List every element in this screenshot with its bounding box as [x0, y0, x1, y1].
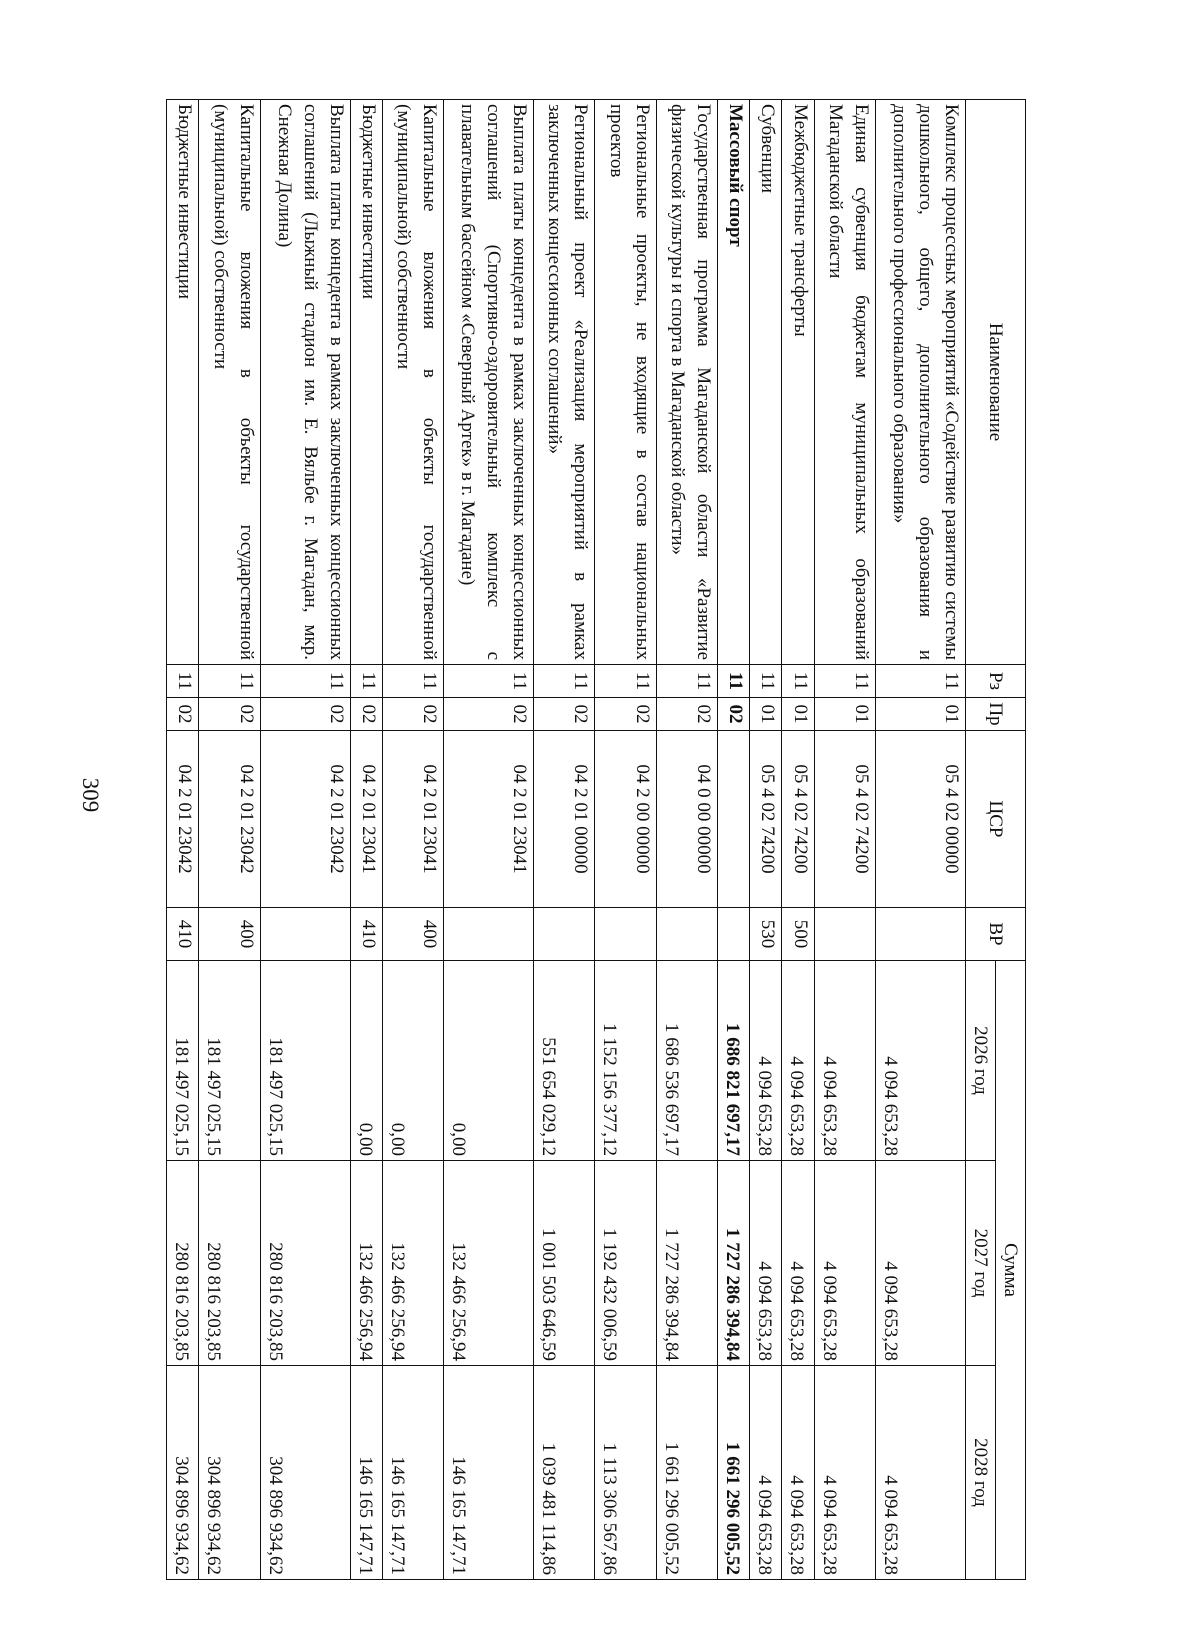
- cell-csr: 05 4 02 74200: [782, 731, 814, 908]
- cell-pr: 02: [199, 698, 260, 731]
- cell-2027: 280 816 203,85: [167, 1161, 199, 1366]
- table-row: [444, 100, 534, 1580]
- cell-rz: 11: [875, 665, 965, 698]
- cell-2027: 1 192 432 006,59: [595, 1161, 656, 1366]
- cell-name: Государственная программа Магаданской области «Развитие физической культуры и спорта в Магаданской области»: [656, 100, 717, 665]
- cell-vr: [534, 908, 595, 961]
- cell-rz: 11: [782, 665, 814, 698]
- cell-2028: 4 094 653,28: [750, 1366, 782, 1580]
- cell-vr: 500: [782, 908, 814, 961]
- cell-rz: 11: [199, 665, 260, 698]
- cell-pr: 02: [534, 698, 595, 731]
- cell-2027: 4 094 653,28: [750, 1161, 782, 1366]
- cell-2028: 4 094 653,28: [782, 1366, 814, 1580]
- cell-vr: [717, 908, 749, 961]
- col-header-pr: Пр: [966, 698, 1026, 731]
- cell-2028: 4 094 653,28: [875, 1366, 965, 1580]
- cell-rz: 11: [350, 665, 382, 698]
- rotated-page: [166, 99, 1026, 1579]
- cell-pr: 01: [750, 698, 782, 731]
- cell-2026: 4 094 653,28: [814, 961, 875, 1161]
- header-row-1: [996, 100, 1026, 1580]
- cell-rz: 11: [444, 665, 534, 698]
- cell-csr: 04 2 00 00000: [595, 731, 656, 908]
- cell-rz: 11: [382, 665, 443, 698]
- cell-pr: 01: [782, 698, 814, 731]
- cell-2027: 1 001 503 646,59: [534, 1161, 595, 1366]
- cell-pr: 02: [382, 698, 443, 731]
- cell-name: Капитальные вложения в объекты государственной (муниципальной) собственности: [199, 100, 260, 665]
- cell-vr: [260, 908, 350, 961]
- cell-vr: [814, 908, 875, 961]
- cell-vr: 410: [167, 908, 199, 961]
- col-header-2028: 2028 год: [966, 1366, 996, 1580]
- cell-2027: 132 466 256,94: [444, 1161, 534, 1366]
- cell-name: Бюджетные инвестиции: [350, 100, 382, 665]
- cell-csr: 05 4 02 74200: [814, 731, 875, 908]
- cell-2027: 4 094 653,28: [782, 1161, 814, 1366]
- cell-2026: 4 094 653,28: [750, 961, 782, 1161]
- cell-rz: 11: [534, 665, 595, 698]
- cell-2026: 4 094 653,28: [782, 961, 814, 1161]
- cell-2026: 1 686 821 697,17: [717, 961, 749, 1161]
- cell-2028: 1 113 306 567,86: [595, 1366, 656, 1580]
- cell-name: Межбюджетные трансферты: [782, 100, 814, 665]
- cell-csr: 04 2 01 23041: [350, 731, 382, 908]
- cell-2026: 181 497 025,15: [199, 961, 260, 1161]
- cell-pr: 02: [350, 698, 382, 731]
- table-row: [260, 100, 350, 1580]
- table-row: [814, 100, 875, 1580]
- cell-name: Бюджетные инвестиции: [167, 100, 199, 665]
- cell-2027: 280 816 203,85: [260, 1161, 350, 1366]
- cell-vr: [656, 908, 717, 961]
- cell-vr: 400: [382, 908, 443, 961]
- cell-vr: 410: [350, 908, 382, 961]
- cell-name: Региональный проект «Реализация мероприятий в рамках заключенных концессионных соглашений»: [534, 100, 595, 665]
- table-row: [595, 100, 656, 1580]
- cell-2028: 4 094 653,28: [814, 1366, 875, 1580]
- col-header-vr: ВР: [966, 908, 1026, 961]
- cell-rz: 11: [595, 665, 656, 698]
- cell-pr: 01: [875, 698, 965, 731]
- cell-name: Капитальные вложения в объекты государственной (муниципальной) собственности: [382, 100, 443, 665]
- cell-rz: 11: [167, 665, 199, 698]
- cell-rz: 11: [656, 665, 717, 698]
- cell-2028: 1 661 296 005,52: [717, 1366, 749, 1580]
- cell-csr: 04 2 01 00000: [534, 731, 595, 908]
- cell-vr: [444, 908, 534, 961]
- cell-csr: 05 4 02 00000: [875, 731, 965, 908]
- cell-csr: 04 2 01 23042: [199, 731, 260, 908]
- cell-rz: 11: [717, 665, 749, 698]
- cell-vr: 400: [199, 908, 260, 961]
- table-row: [382, 100, 443, 1580]
- cell-pr: 02: [167, 698, 199, 731]
- table-row: [750, 100, 782, 1580]
- cell-vr: [875, 908, 965, 961]
- cell-pr: 02: [656, 698, 717, 731]
- table-row: [782, 100, 814, 1580]
- cell-pr: 02: [595, 698, 656, 731]
- table-row: [350, 100, 382, 1580]
- cell-vr: [595, 908, 656, 961]
- table-row: [656, 100, 717, 1580]
- cell-csr: 04 0 00 00000: [656, 731, 717, 908]
- cell-2028: 1 039 481 114,86: [534, 1366, 595, 1580]
- cell-2027: 280 816 203,85: [199, 1161, 260, 1366]
- cell-2028: 304 896 934,62: [199, 1366, 260, 1580]
- cell-name: Массовый спорт: [717, 100, 749, 665]
- cell-2027: 132 466 256,94: [350, 1161, 382, 1366]
- cell-2028: 146 165 147,71: [444, 1366, 534, 1580]
- cell-pr: 02: [444, 698, 534, 731]
- table-row: [534, 100, 595, 1580]
- col-header-2027: 2027 год: [966, 1161, 996, 1366]
- cell-2026: 0,00: [444, 961, 534, 1161]
- cell-name: Региональные проекты, не входящие в состав национальных проектов: [595, 100, 656, 665]
- cell-name: Комплекс процессных мероприятий «Содействие развитию системы дошкольного, общего, дополнительного образования и дополнительного профессионального образования»: [875, 100, 965, 665]
- table-row: [199, 100, 260, 1580]
- cell-rz: 11: [750, 665, 782, 698]
- cell-csr: 05 4 02 74200: [750, 731, 782, 908]
- cell-rz: 11: [260, 665, 350, 698]
- col-header-sum: Сумма: [996, 961, 1026, 1580]
- table-row: [717, 100, 749, 1580]
- table-body: [167, 100, 966, 1580]
- cell-pr: 02: [260, 698, 350, 731]
- cell-2027: 132 466 256,94: [382, 1161, 443, 1366]
- cell-csr: 04 2 01 23042: [167, 731, 199, 908]
- table-row: [167, 100, 199, 1580]
- cell-name: Единая субвенция бюджетам муниципальных образований Магаданской области: [814, 100, 875, 665]
- cell-2026: 1 152 156 377,12: [595, 961, 656, 1161]
- budget-table: [166, 99, 1026, 1580]
- cell-2027: 1 727 286 394,84: [717, 1161, 749, 1366]
- cell-csr: 04 2 01 23042: [260, 731, 350, 908]
- col-header-csr: ЦСР: [966, 731, 1026, 908]
- cell-csr: [717, 731, 749, 908]
- cell-name: Выплата платы концедента в рамках заключенных концессионных соглашений (Лыжный стадион им. Е. Вяльбе г. Магадан, мкр. Снежная Долина): [260, 100, 350, 665]
- cell-2028: 304 896 934,62: [260, 1366, 350, 1580]
- cell-2026: 181 497 025,15: [167, 961, 199, 1161]
- cell-2027: 1 727 286 394,84: [656, 1161, 717, 1366]
- cell-name: Субвенции: [750, 100, 782, 665]
- cell-rz: 11: [814, 665, 875, 698]
- col-header-name: Наименование: [966, 100, 1026, 665]
- cell-2028: 146 165 147,71: [382, 1366, 443, 1580]
- cell-2026: 551 654 029,12: [534, 961, 595, 1161]
- col-header-2026: 2026 год: [966, 961, 996, 1161]
- cell-csr: 04 2 01 23041: [444, 731, 534, 908]
- col-header-rz: Рз: [966, 665, 1026, 698]
- cell-vr: 530: [750, 908, 782, 961]
- cell-2028: 1 661 296 005,52: [656, 1366, 717, 1580]
- cell-2026: 4 094 653,28: [875, 961, 965, 1161]
- cell-2026: 1 686 536 697,17: [656, 961, 717, 1161]
- cell-csr: 04 2 01 23041: [382, 731, 443, 908]
- cell-2026: 0,00: [350, 961, 382, 1161]
- cell-2028: 146 165 147,71: [350, 1366, 382, 1580]
- cell-2027: 4 094 653,28: [875, 1161, 965, 1366]
- cell-2026: 0,00: [382, 961, 443, 1161]
- cell-pr: 02: [717, 698, 749, 731]
- page-number: 309: [78, 777, 103, 813]
- cell-2026: 181 497 025,15: [260, 961, 350, 1161]
- cell-name: Выплата платы концедента в рамках заключенных концессионных соглашений (Спортивно-оздоровительный комплекс с плавательным бассейном «Северный Артек» в г. Магадане): [444, 100, 534, 665]
- table-row: [875, 100, 965, 1580]
- cell-pr: 01: [814, 698, 875, 731]
- cell-2028: 304 896 934,62: [167, 1366, 199, 1580]
- cell-2027: 4 094 653,28: [814, 1161, 875, 1366]
